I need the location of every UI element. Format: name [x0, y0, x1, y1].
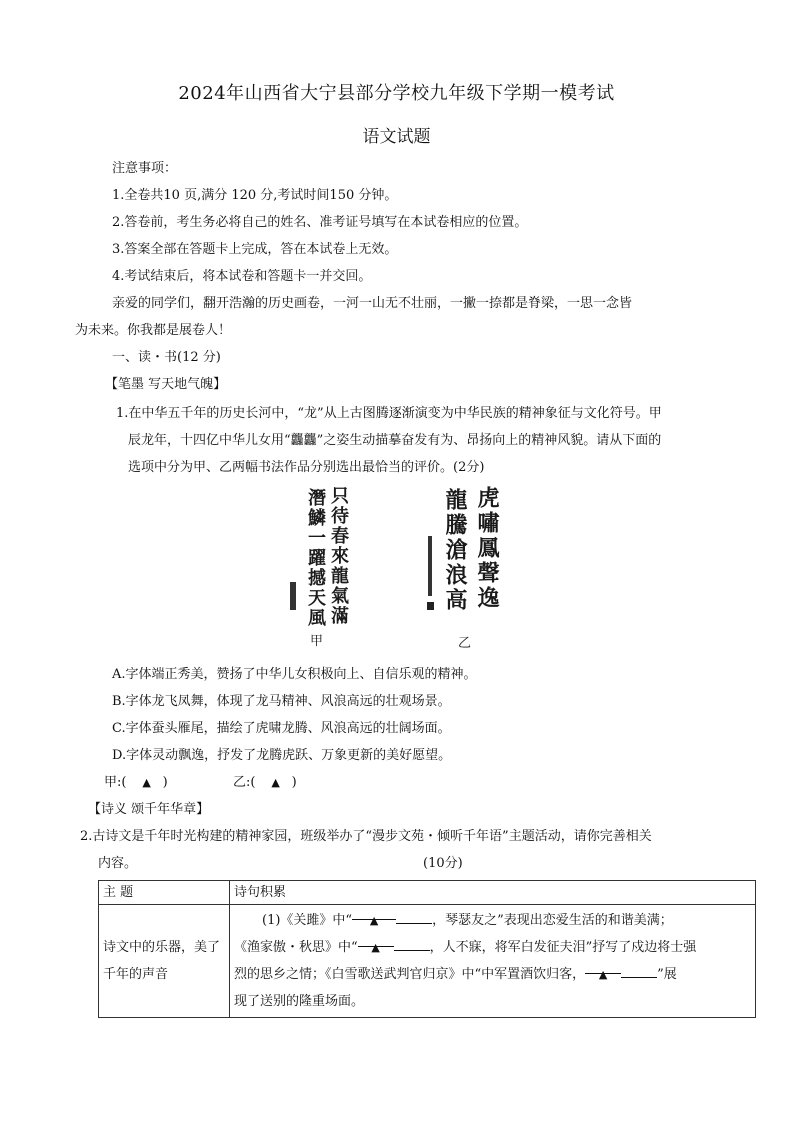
intro-line: 亲爱的同学们，翻开浩瀚的历史画卷，一河一山无不壮丽，一撇一捺都是脊梁，一思一念皆 [112, 296, 633, 311]
fill-blank-tail[interactable] [396, 911, 432, 924]
signature-mark [290, 582, 296, 610]
poem-line [234, 961, 751, 988]
question-1-line: 1.在中华五千年的历史长河中，“龙”从上古图腾逐渐演变为中华民族的精神象征与文化符号。甲 [116, 406, 662, 421]
seal-mark [427, 602, 434, 610]
table-header-cell: 主 题 [99, 881, 230, 905]
table-header-cell: 诗句积累 [230, 881, 756, 905]
notice-item: 4.考试结束后，将本试卷和答题卡一并交回。 [112, 269, 372, 284]
poem-text: ，琴瑟友之”表现出恋爱生活的和谐美满； [432, 913, 673, 928]
intro-line: 为未来。你我都是展卷人！ [75, 323, 232, 338]
question-2-line: 2.古诗文是千年时光构建的精神家园，班级举办了“漫步文苑・倾听千年语”主题活动，请你完善相关 [80, 829, 652, 844]
poem-table [98, 880, 756, 1018]
answer-yi-placeholder[interactable]: ▲ [271, 776, 280, 789]
section-heading: 一、读・书(12 分) [112, 350, 221, 365]
blank-marker: ▲ [598, 968, 608, 981]
notice-heading: 注意事项： [112, 161, 178, 176]
poem-line: 现了送别的隆重场面。 [234, 994, 365, 1009]
calligraphy-jia-right-column [328, 486, 348, 626]
answer-jia-label: 甲: [104, 775, 122, 790]
poem-text: 烈的思乡之情；《白雪歌送武判官归京》中“中军置酒饮归客， [234, 967, 586, 982]
question-1-line: 选项中分为甲、乙两幅书法作品分别选出最恰当的评价。(2分) [128, 460, 485, 475]
blank-marker: ▲ [371, 941, 380, 954]
table-row [99, 905, 756, 1018]
answer-jia[interactable]: 甲:( ▲ ) [104, 775, 168, 790]
calligraphy-char: 只待春來龍氣滿 [328, 486, 349, 626]
blank-marker: ▲ [369, 914, 379, 927]
fill-blank[interactable] [358, 934, 394, 954]
question-1-line: 辰龙年，十四亿中华儿女用“龘龘”之姿生动描摹奋发有为、昂扬向上的精神风貌。请从下面的 [128, 433, 662, 448]
calligraphy-yi-right-column [474, 486, 500, 611]
fill-blank-tail[interactable] [621, 965, 657, 978]
option-a: A.字体端正秀美，赞扬了中华儿女积极向上、自信乐观的精神。 [112, 667, 477, 682]
sub-heading: 【诗义 颂千年华章】 [88, 802, 210, 817]
sub-heading: 【笔墨 写天地气魄】 [105, 377, 227, 392]
poem-text: ”展 [657, 967, 677, 982]
poem-text: (1)《关雎》中“ [262, 913, 353, 928]
calligraphy-yi [420, 486, 510, 651]
fill-blank-tail[interactable] [394, 938, 430, 951]
poem-text: 《渔家傲・秋思》中“ [234, 940, 358, 955]
calligraphy-char: 龍騰滄浪高 [442, 488, 468, 613]
table-poem-cell [230, 905, 756, 1018]
calligraphy-char: 虎嘯鳳聲逸 [474, 486, 500, 611]
option-b: B.字体龙飞凤舞，体现了龙马精神、风浪高远的壮观场景。 [112, 694, 451, 709]
signature-mark [428, 536, 432, 596]
poem-line [234, 934, 751, 961]
exam-subtitle: 语文试题 [362, 127, 431, 147]
table-header-row [99, 881, 756, 905]
notice-item: 3.答案全部在答题卡上完成，答在本试卷上无效。 [112, 242, 398, 257]
calligraphy-char: 潛鱗一躍撼天風 [305, 488, 326, 628]
option-d: D.字体灵动飘逸，抒发了龙腾虎跃、万象更新的美好愿望。 [112, 748, 452, 763]
answer-yi[interactable]: 乙:( ▲ ) [233, 775, 297, 790]
answer-jia-placeholder[interactable]: ▲ [142, 776, 151, 789]
poem-text: ，人不寐，将军白发征夫泪”抒写了戍边将士强 [429, 940, 697, 955]
fill-blank[interactable] [352, 907, 396, 927]
poem-line [234, 907, 751, 934]
calligraphy-yi-left-column [442, 488, 468, 613]
notice-item: 1.全卷共10 页,满分 120 分,考试时间150 分钟。 [112, 188, 398, 203]
table-theme-cell: 诗文中的乐器，美了千年的声音 [99, 905, 230, 1018]
calligraphy-jia-label: 甲 [310, 634, 324, 649]
answer-yi-label: 乙: [233, 775, 251, 790]
option-c: C.字体蚕头雁尾，描绘了虎啸龙腾、风浪高远的壮阔场面。 [112, 721, 451, 736]
calligraphy-jia-left-column [305, 488, 325, 628]
exam-title: 2024年山西省大宁县部分学校九年级下学期一模考试 [178, 83, 615, 104]
question-2-line: 内容。 [98, 856, 138, 871]
notice-item: 2.答卷前，考生务必将自己的姓名、准考证号填写在本试卷相应的位置。 [112, 215, 528, 230]
fill-blank[interactable] [585, 961, 621, 981]
question-2-score: (10分) [423, 856, 463, 871]
calligraphy-yi-label: 乙 [458, 636, 472, 651]
calligraphy-jia [296, 486, 356, 649]
